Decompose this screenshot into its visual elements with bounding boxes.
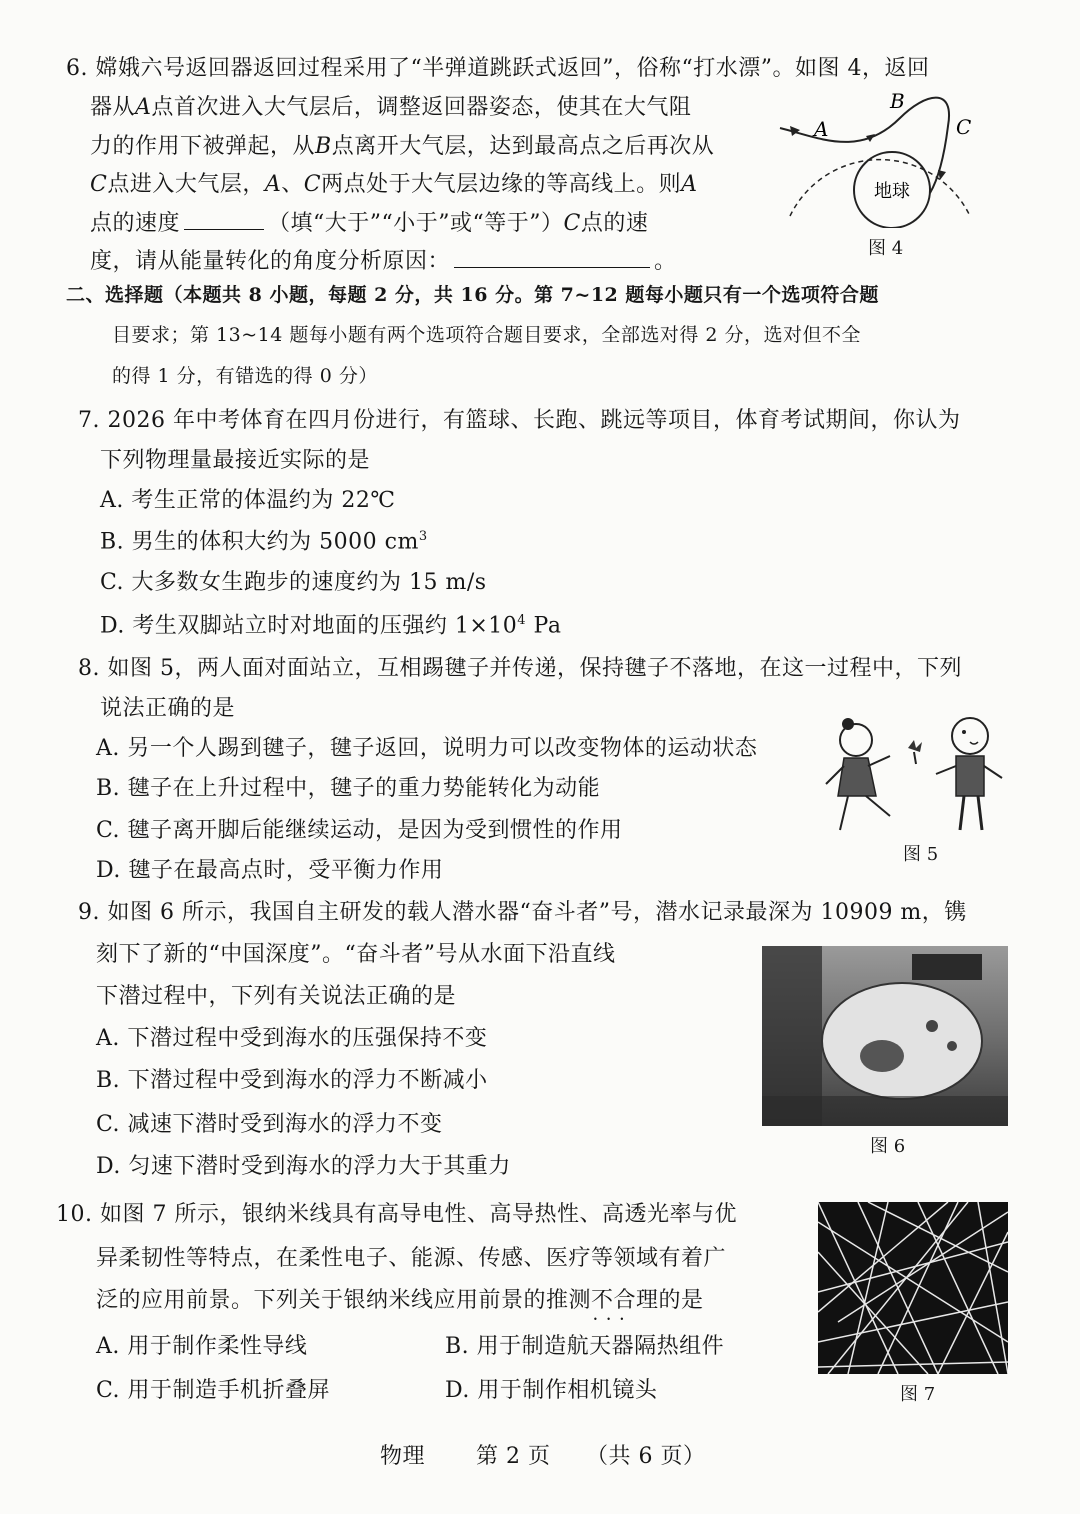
left-child-arm — [868, 756, 890, 766]
q8-option-c: C. 毽子离开脚后能继续运动，是因为受到惯性的作用 — [96, 818, 623, 843]
q10-option-c: C. 用于制造手机折叠屏 — [96, 1378, 331, 1403]
submersible-hull — [822, 983, 982, 1099]
section-2-line-2: 目要求；第 13~14 题每小题有两个选项符合题目要求，全部选对得 2 分，选对但不全 — [112, 324, 862, 346]
q9-option-a: A. 下潜过程中受到海水的压强保持不变 — [96, 1026, 488, 1051]
crane-frame — [912, 954, 982, 980]
right-child-arm — [936, 766, 956, 774]
submersible-window — [860, 1040, 904, 1072]
q6-line-6: 度，请从能量转化的角度分析原因： 。 — [90, 249, 677, 274]
earth-label: 地球 — [874, 181, 910, 202]
right-child-leg — [978, 796, 982, 830]
footer-total-pages: （共 6 页） — [586, 1444, 706, 1469]
q7-option-c: C. 大多数女生跑步的速度约为 15 m/s — [100, 570, 487, 595]
point-b-label: B — [890, 89, 905, 113]
q7-line-1: 7. 2026 年中考体育在四月份进行，有篮球、长跑、跳远等项目，体育考试期间，你认为 — [78, 408, 961, 433]
submersible-light — [947, 1041, 957, 1051]
q9-line-3: 下潜过程中，下列有关说法正确的是 — [96, 984, 457, 1009]
q6-line-3: 力的作用下被弹起，从B点离开大气层，达到最高点之后再次从 — [90, 134, 715, 159]
q10-line-3: 泛的应用前景。下列关于银纳米线应用前景的推测不合理 • • •的是 — [96, 1290, 704, 1312]
q7-line-2: 下列物理量最接近实际的是 — [100, 448, 371, 473]
right-child-leg — [960, 796, 964, 830]
q6-answer-blank-1 — [184, 228, 264, 230]
section-2-line-3: 的得 1 分，有错选的得 0 分） — [112, 365, 378, 387]
q8-option-a: A. 另一个人踢到毽子，毽子返回，说明力可以改变物体的运动状态 — [96, 736, 758, 761]
q10-line-2: 异柔韧性等特点，在柔性电子、能源、传感、医疗等领域有着广 — [96, 1246, 727, 1271]
q7-option-b: B. 男生的体积大约为 5000 $cm^3$ — [100, 529, 428, 555]
q10-option-d: D. 用于制作相机镜头 — [445, 1378, 658, 1403]
submersible-light — [926, 1020, 938, 1032]
q6-line-1: 6. 嫦娥六号返回器返回过程采用了“半弹道跳跃式返回”，俗称“打水漂”。如图 4，返回 — [66, 56, 930, 81]
figure-5-caption: 图 5 — [903, 844, 939, 865]
point-a-label: A — [814, 117, 829, 141]
figure-6-photo — [762, 946, 1008, 1126]
left-child-body — [838, 758, 876, 796]
right-child-body — [956, 756, 984, 796]
shuttlecock-icon — [908, 740, 922, 752]
footer-page-number: 第 2 页 — [476, 1444, 551, 1469]
right-child-head — [952, 718, 988, 754]
emphasis-text: 不合理 • • • — [591, 1290, 659, 1312]
q9-line-1: 9. 如图 6 所示，我国自主研发的载人潜水器“奋斗者”号，潜水记录最深为 10909 m，镌 — [78, 900, 967, 925]
figure-4-diagram — [770, 88, 990, 228]
left-child-leg — [866, 796, 890, 816]
trajectory-arrow-icon — [790, 126, 800, 136]
q8-option-d: D. 毽子在最高点时，受平衡力作用 — [96, 858, 444, 883]
q9-option-b: B. 下潜过程中受到海水的浮力不断减小 — [96, 1068, 488, 1093]
q6-answer-blank-2 — [454, 266, 650, 268]
right-child-arm — [984, 766, 1002, 778]
footer-subject: 物理 — [380, 1444, 426, 1469]
q9-option-c: C. 减速下潜时受到海水的浮力不变 — [96, 1112, 443, 1137]
q9-line-2: 刻下了新的“中国深度”。“奋斗者”号从水面下沿直线 — [96, 942, 616, 967]
q6-line-2: 器从A点首次进入大气层后，调整返回器姿态，使其在大气阻 — [90, 95, 692, 120]
sea-surface — [762, 1096, 1008, 1126]
q9-option-d: D. 匀速下潜时受到海水的浮力大于其重力 — [96, 1154, 511, 1179]
q8-option-b: B. 毽子在上升过程中，毽子的重力势能转化为动能 — [96, 776, 601, 801]
q10-option-b: B. 用于制造航天器隔热组件 — [445, 1334, 725, 1359]
q8-line-1: 8. 如图 5，两人面对面站立，互相踢毽子并传递，保持毽子不落地，在这一过程中，下列 — [78, 656, 962, 681]
trajectory-path — [780, 98, 949, 193]
q7-option-a: A. 考生正常的体温约为 22℃ — [100, 488, 396, 513]
point-c-label: C — [956, 115, 972, 139]
section-2-heading: 二、选择题（本题共 8 小题，每题 2 分，共 16 分。第 7~12 题每小题只有一个选项符合题 — [66, 284, 879, 306]
q7-option-d: D. 考生双脚站立时对地面的压强约 $1\times 10^4$ Pa — [100, 613, 562, 639]
q6-line-4: C点进入大气层，A、C两点处于大气层边缘的等高线上。则A — [90, 172, 698, 197]
figure-6-caption: 图 6 — [870, 1136, 906, 1157]
trajectory-arrow-icon — [866, 134, 875, 142]
right-child-eye — [962, 730, 966, 734]
figure-5-illustration — [818, 712, 1014, 838]
q8-line-2: 说法正确的是 — [100, 696, 236, 721]
shuttlecock-base — [914, 752, 916, 764]
figure-7-micrograph — [818, 1202, 1008, 1374]
q10-line-1: 10. 如图 7 所示，银纳米线具有高导电性、高导热性、高透光率与优 — [56, 1202, 737, 1227]
q10-option-a: A. 用于制作柔性导线 — [96, 1334, 308, 1359]
q6-line-5: 点的速度 （填“大于”“小于”或“等于”）C点的速 — [90, 211, 649, 236]
left-child-hair-bun — [842, 718, 854, 730]
left-child-leg — [840, 796, 848, 830]
right-child-mouth — [970, 742, 978, 744]
figure-4-caption: 图 4 — [868, 238, 904, 259]
figure-7-caption: 图 7 — [900, 1384, 936, 1405]
